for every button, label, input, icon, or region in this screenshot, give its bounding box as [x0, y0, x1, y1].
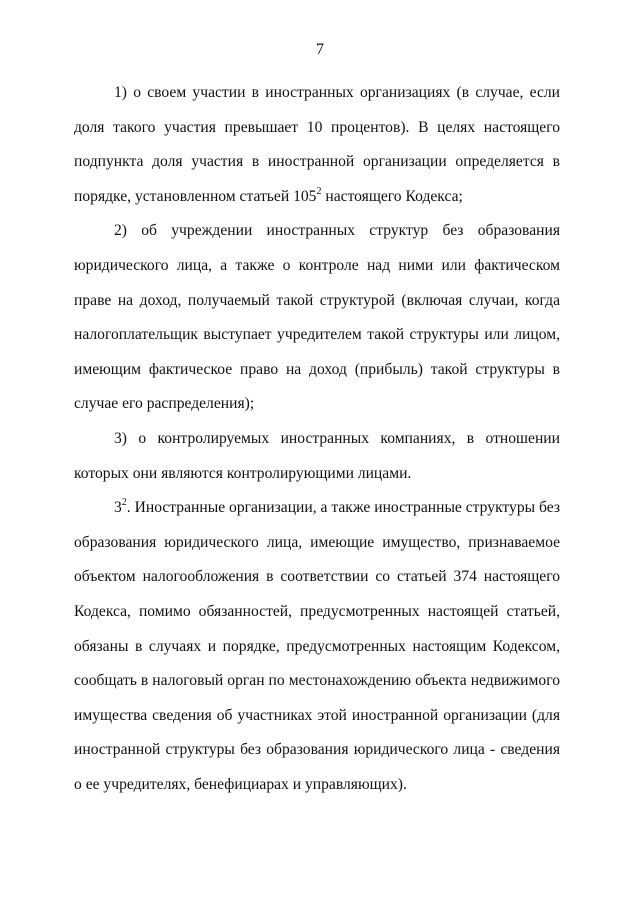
paragraph-subitem-1 — [74, 76, 560, 214]
paragraph-text: 1) о своем участии в иностранных организациях (в случае, если доля такого участия превышает 10 процентов). В целях настоящего подпункта доля участия в иностранной организации определяется в порядке, установленном статьей 105 — [74, 84, 560, 205]
paragraph-subitem-3 — [74, 422, 560, 491]
paragraph-item-3-2 — [74, 491, 560, 802]
paragraph-subitem-2 — [74, 214, 560, 422]
paragraph-text: . Иностранные организации, а также иностранные структуры без образования юридического лица, имеющие имущество, признаваемое объектом налогообложения в соответствии со статьей 374 настоящего Кодекса, помимо обязанностей, предусмотренных настоящей статьей, обязаны в случаях и порядке, предусмотренных настоящим Кодексом, сообщать в налоговый орган по местонахождению объекта недвижимого имущества сведения об участниках этой иностранной организации (для иностранной структуры без образования юридического лица - сведения о ее учредителях, бенефициарах и управляющих). — [74, 499, 561, 793]
paragraph-text: 3) о контролируемых иностранных компаниях, в отношении которых они являются контролирующими лицами. — [74, 429, 560, 482]
document-body — [74, 76, 560, 802]
paragraph-number: 3 — [114, 499, 122, 517]
page-number: 7 — [316, 41, 324, 58]
superscript-index: 2 — [121, 496, 127, 508]
paragraph-text: 2) об учреждении иностранных структур без образования юридического лица, а также о контроле над ними или фактическом праве на доход, получаемый такой структурой (включая случаи, когда налогоплательщик выступает учредителем такой структуры или лицом, имеющим фактическое право на доход (прибыль) такой структуры в случае его распределения); — [74, 222, 560, 413]
superscript-index: 2 — [316, 185, 322, 197]
paragraph-text-tail: настоящего Кодекса; — [321, 187, 463, 205]
